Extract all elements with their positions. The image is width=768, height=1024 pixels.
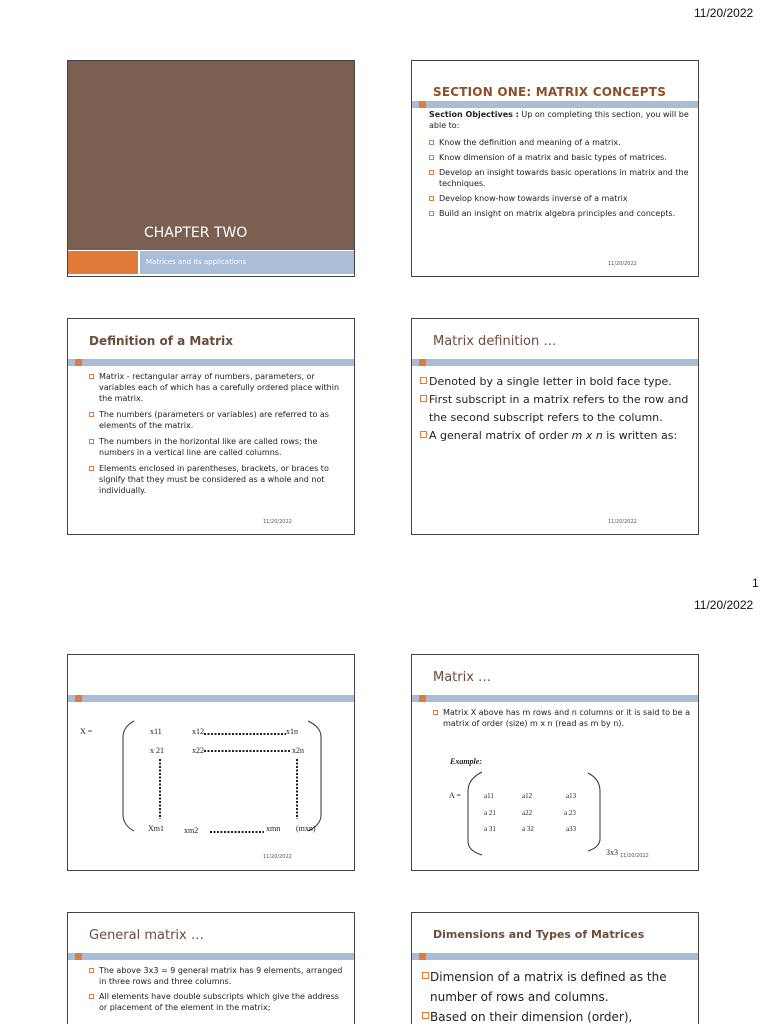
list-item-text: The numbers in the horizontal like are called rows; the numbers in a vertical line are called columns. — [99, 437, 318, 457]
definition-list — [89, 371, 344, 501]
bullet-square-icon — [420, 431, 427, 438]
element-a11: a11 — [484, 792, 494, 800]
element-x22: x22 — [192, 746, 204, 755]
list-item — [89, 965, 346, 987]
list-item — [429, 137, 691, 148]
slide-title: Definition of a Matrix — [89, 334, 233, 348]
slide-section-one — [411, 60, 699, 277]
list-item-text: The numbers (parameters or variables) are referred to as elements of the matrix. — [99, 410, 329, 430]
slide-title: SECTION ONE: MATRIX CONCEPTS — [433, 85, 667, 99]
bullet-square-icon — [89, 466, 94, 471]
title-bar — [68, 953, 354, 960]
right-paren — [308, 721, 321, 831]
bullet-square-icon — [89, 374, 94, 379]
general-matrix-diagram — [68, 655, 355, 871]
title-bar — [412, 953, 698, 960]
list-item-text: The above 3x3 = 9 general matrix has 9 elements, arranged in three rows and three columns. — [99, 966, 343, 986]
list-item — [89, 436, 344, 458]
list-item — [429, 167, 691, 189]
bullet-square-icon — [429, 211, 434, 216]
element-a32: a 32 — [522, 825, 534, 833]
bullet-square-icon — [429, 140, 434, 145]
matrix-order: (mxn) — [296, 824, 316, 833]
title-background — [68, 61, 355, 250]
element-x12: x12 — [192, 727, 204, 736]
page-date-middle: 11/20/2022 — [694, 598, 754, 612]
bullet-square-icon — [429, 170, 434, 175]
example-label: Example: — [450, 757, 482, 766]
element-a23: a 23 — [564, 809, 576, 817]
slide-chapter-title — [67, 60, 355, 277]
definition-list — [420, 373, 696, 445]
objectives-list — [429, 137, 691, 223]
slide-title: Matrix … — [433, 670, 492, 685]
list-item-text: Matrix - rectangular array of numbers, parameters, or variables each of which has a carefully ordered place within the matrix. — [99, 372, 340, 403]
list-item — [89, 991, 346, 1013]
slide-date: 11/20/2022 — [620, 853, 649, 859]
matrix-order: 3x3 — [606, 848, 618, 857]
slide-matrix-example — [411, 654, 699, 871]
list-item-text: Know dimension of a matrix and basic types of matrices. — [439, 153, 667, 162]
list-item-text: Elements enclosed in parentheses, brackets, or braces to signify that they must be considered as a whole and not individually. — [99, 464, 329, 495]
slide-title: Dimensions and Types of Matrices — [433, 928, 645, 941]
element-a21: a 21 — [484, 809, 496, 817]
slide-number-marker — [419, 359, 426, 366]
bullet-square-icon — [420, 395, 427, 402]
slide-number-marker — [419, 953, 426, 960]
element-a13: a13 — [566, 792, 577, 800]
slide-general-matrix — [67, 912, 355, 1024]
list-item-text: First subscript in a matrix refers to the row and the second subscript refers to the column. — [429, 393, 689, 424]
list-item — [89, 409, 344, 431]
element-x1n: x1n — [286, 727, 298, 736]
general-matrix-list — [89, 965, 346, 1017]
slide-dimensions-types — [411, 912, 699, 1024]
list-item-text: Know the definition and meaning of a matrix. — [439, 138, 621, 147]
element-a12: a12 — [522, 792, 533, 800]
list-item-text: Based on their dimension (order), — [430, 1010, 633, 1024]
bullet-square-icon — [422, 1012, 429, 1019]
list-item — [420, 391, 696, 427]
element-a31: a 31 — [484, 825, 496, 833]
page-date-top: 11/20/2022 — [694, 6, 754, 20]
slide-title: General matrix … — [89, 928, 204, 943]
element-xm1: Xm1 — [148, 824, 164, 833]
slide-number-marker — [419, 101, 426, 108]
bullet-square-icon — [89, 968, 94, 973]
dimensions-list — [422, 967, 696, 1024]
list-item — [422, 967, 696, 1007]
bullet-square-icon — [429, 196, 434, 201]
order-notation: m x n — [571, 429, 603, 442]
title-bar — [68, 359, 354, 366]
list-item-text: Matrix X above has m rows and n columns or it is said to be a matrix of order (size) m x n (read as m by n). — [443, 708, 690, 728]
list-item — [429, 193, 691, 204]
section-objectives — [429, 109, 691, 131]
element-x2n: x2n — [292, 746, 304, 755]
chapter-subtitle: Matrices and its applications — [146, 258, 247, 266]
bullet-square-icon — [89, 439, 94, 444]
element-a22: a22 — [522, 809, 533, 817]
element-a33: a33 — [566, 825, 577, 833]
list-item-text: Develop know-how towards inverse of a matrix — [439, 194, 628, 203]
slide-date: 11/20/2022 — [608, 519, 637, 525]
objectives-text: Up on completing this section, you will be able to: — [429, 110, 689, 130]
left-paren — [468, 772, 482, 855]
slide-title: Matrix definition … — [433, 334, 557, 349]
slide-date: 11/20/2022 — [263, 519, 292, 525]
bullet-square-icon — [422, 972, 429, 979]
slide-date: 11/20/2022 — [263, 854, 292, 860]
list-item — [89, 463, 344, 496]
list-item-text: Dimension of a matrix is defined as the number of rows and columns. — [430, 970, 667, 1004]
element-x21: x 21 — [150, 746, 164, 755]
slide-matrix-definition — [411, 318, 699, 535]
element-xm2: xm2 — [184, 826, 199, 835]
bullet-square-icon — [420, 377, 427, 384]
list-item — [429, 208, 691, 219]
slide-definition — [67, 318, 355, 535]
objectives-label: Section Objectives : — [429, 110, 519, 119]
right-paren — [588, 773, 600, 851]
list-item — [420, 427, 696, 445]
list-item-text: Develop an insight towards basic operations in matrix and the techniques. — [439, 168, 689, 188]
bullet-square-icon — [429, 155, 434, 160]
element-x11: x11 — [150, 727, 162, 736]
chapter-title: CHAPTER TWO — [144, 225, 248, 241]
list-item — [89, 371, 344, 404]
list-item-text: is written as: — [602, 429, 678, 442]
list-item — [429, 152, 691, 163]
list-item-text: Build an insight on matrix algebra principles and concepts. — [439, 209, 676, 218]
matrix-lhs: X = — [80, 727, 93, 736]
slide-date: 11/20/2022 — [608, 261, 637, 267]
slide-number-marker — [75, 359, 82, 366]
element-xmn: xmn — [266, 824, 281, 833]
bullet-square-icon — [89, 994, 94, 999]
title-bar — [412, 359, 698, 366]
list-item-text: All elements have double subscripts which give the address or placement of the element in the matrix; — [99, 992, 339, 1012]
left-paren — [123, 721, 134, 831]
accent-block — [68, 251, 138, 274]
bullet-square-icon — [89, 412, 94, 417]
list-item-text: A general matrix of order — [429, 429, 572, 442]
slide-general-matrix-figure — [67, 654, 355, 871]
list-item-text: Denoted by a single letter in bold face type. — [429, 375, 672, 388]
slide-number-marker — [75, 953, 82, 960]
list-item — [420, 373, 696, 391]
matrix-lhs: A = — [449, 791, 461, 800]
page-number: 1 — [752, 576, 759, 590]
title-bar — [412, 101, 698, 108]
example-matrix-diagram — [412, 655, 699, 871]
list-item — [422, 1007, 696, 1024]
